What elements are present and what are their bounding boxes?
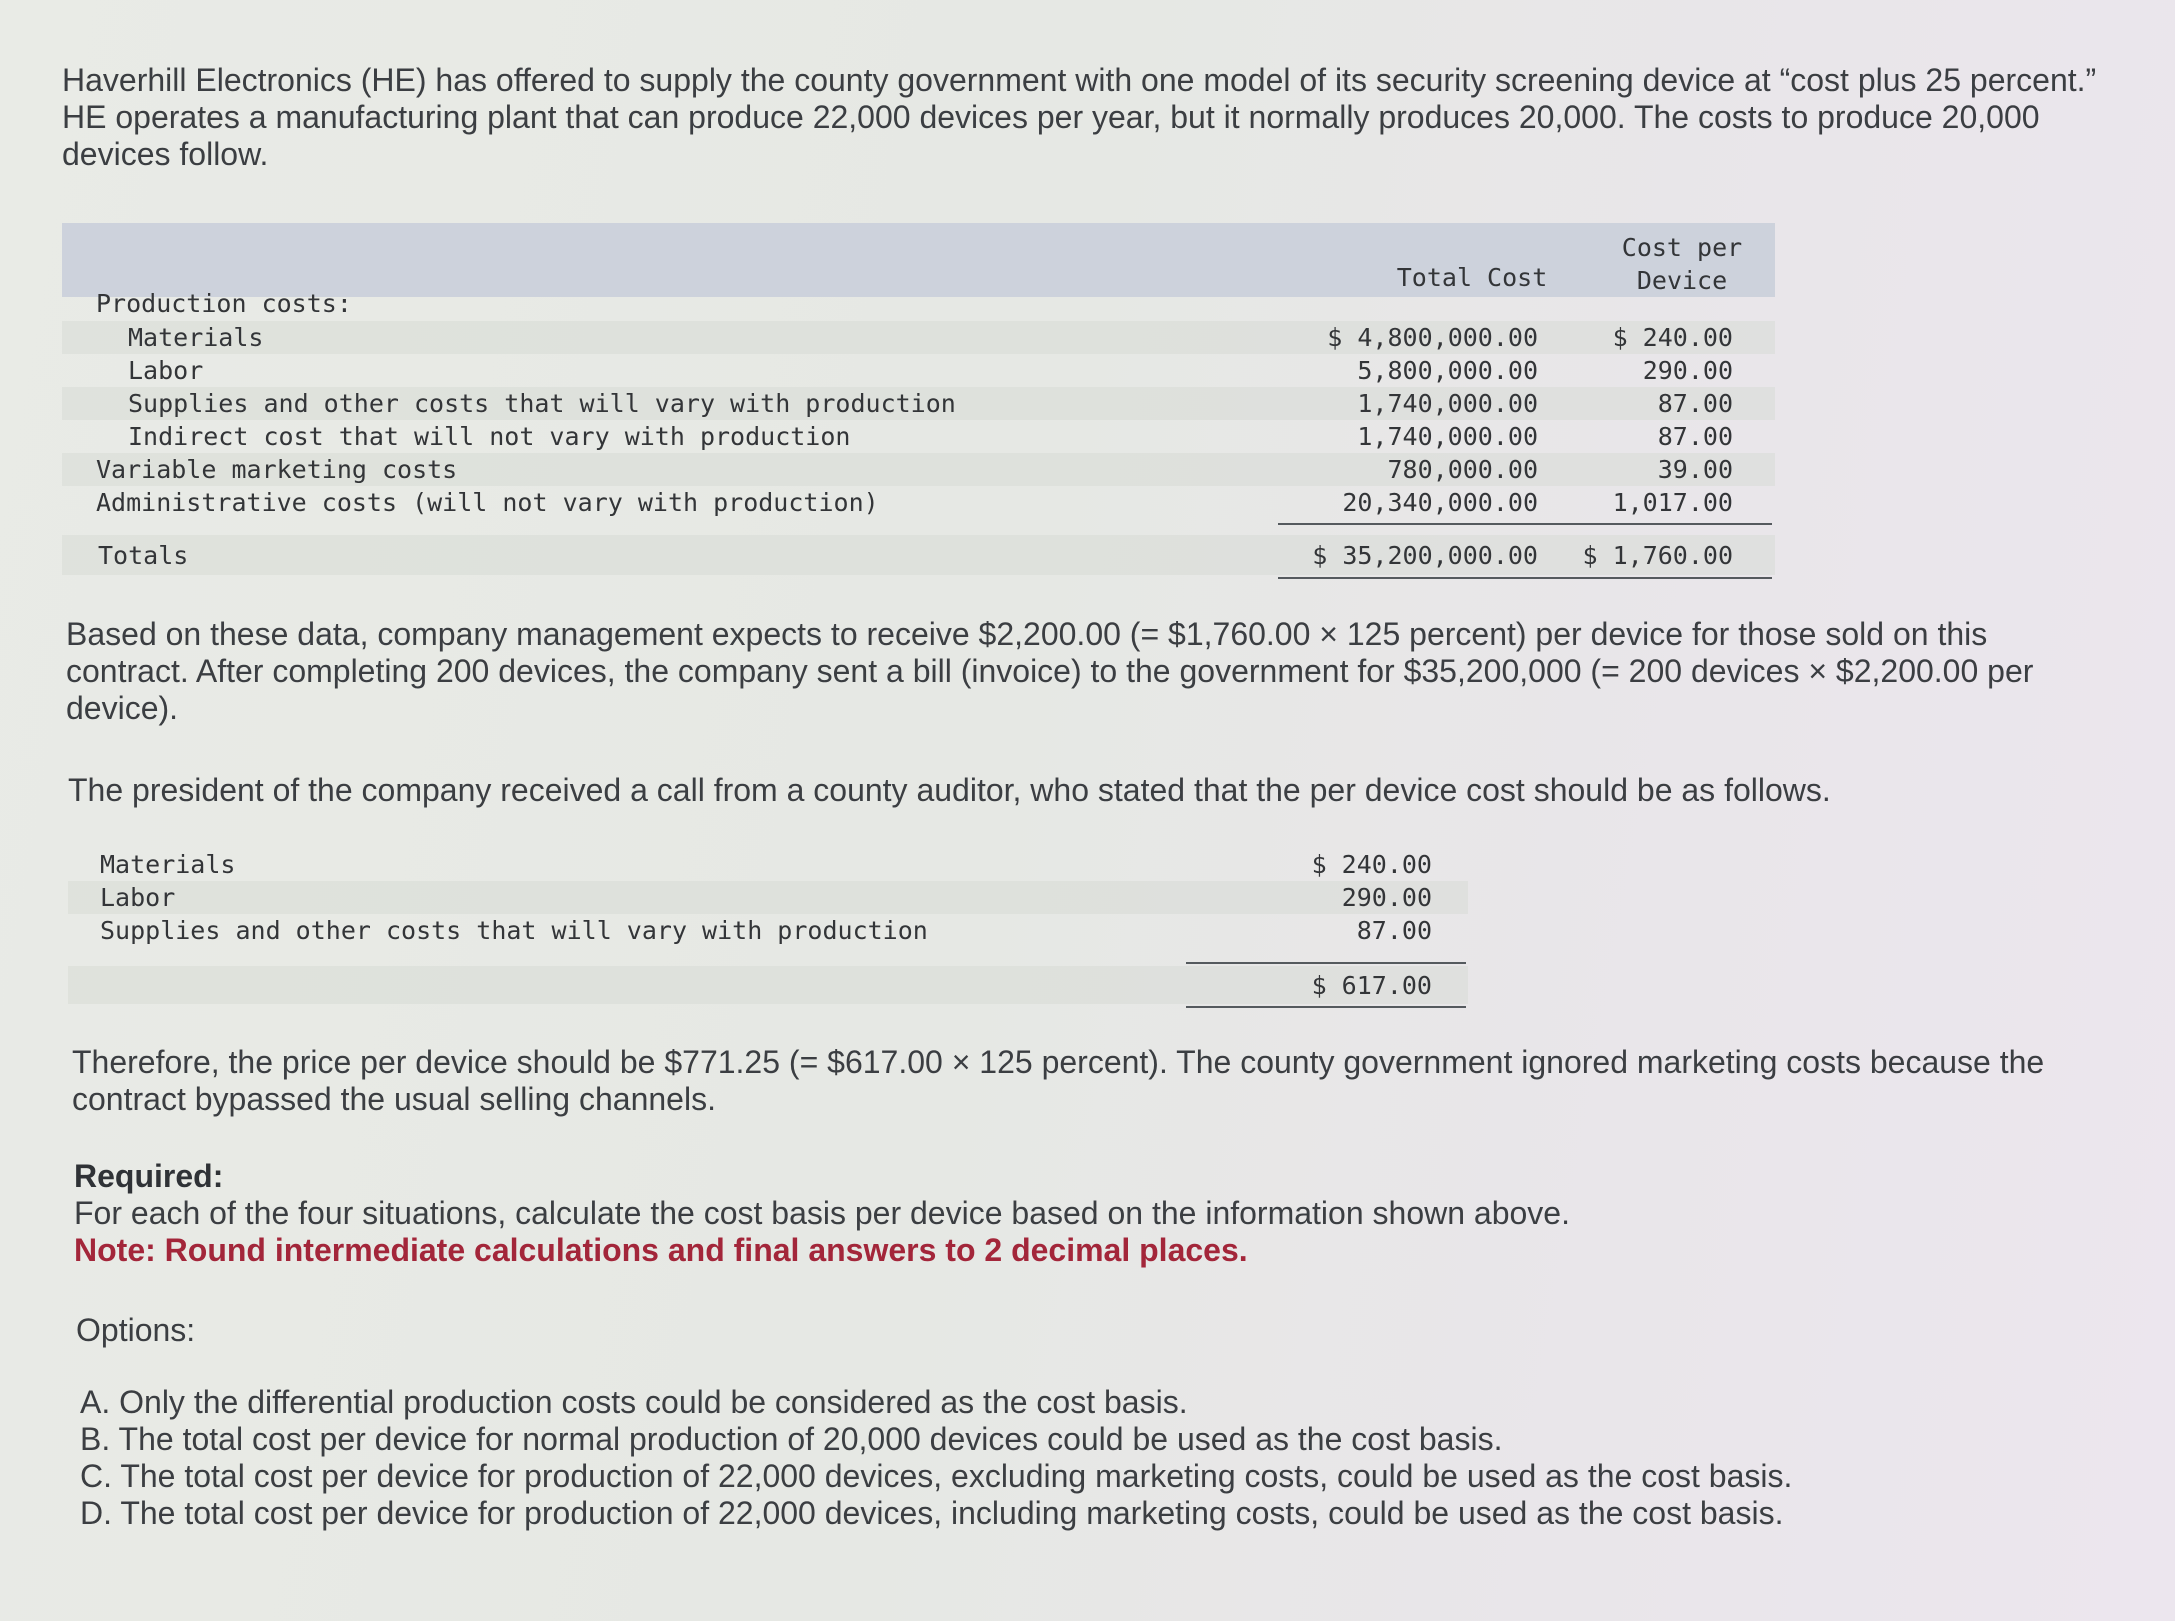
row-value: $ 240.00: [1311, 850, 1432, 879]
row-label: Supplies and other costs that will vary with production: [128, 389, 956, 418]
total-rule: [1186, 1006, 1466, 1008]
row-label: Materials: [100, 850, 236, 879]
total-rule: [1278, 577, 1772, 579]
row-total: 5,800,000.00: [1357, 356, 1538, 385]
totals-per-device: $ 1,760.00: [1582, 541, 1733, 570]
row-label: Labor: [100, 883, 176, 912]
row-per-device: 39.00: [1657, 455, 1733, 484]
cost-table: [62, 223, 1775, 583]
row-total: $ 4,800,000.00: [1327, 323, 1538, 352]
row-per-device: 1,017.00: [1612, 488, 1733, 517]
row-total: 1,740,000.00: [1357, 389, 1538, 418]
required-section: [74, 1158, 2114, 1269]
intro-paragraph: Haverhill Electronics (HE) has offered to supply the county government with one model of its security screening device at “cost plus 25 percent.” HE operates a manufacturing plant that can produce 22,000 devices per year, but it normally produces 20,000. The costs to produce 20,000 devices follow.: [62, 62, 2097, 172]
row-per-device: 87.00: [1657, 422, 1733, 451]
options-list: [80, 1384, 2140, 1532]
row-label: Variable marketing costs: [96, 455, 458, 484]
row-label: Labor: [128, 356, 204, 385]
section-row: [62, 287, 1775, 320]
row-per-device: $ 240.00: [1612, 323, 1733, 352]
table-row: [68, 881, 1468, 914]
table-row: [68, 848, 1468, 881]
option-b: B. The total cost per device for normal production of 20,000 devices could be used as the cost basis.: [80, 1421, 1503, 1457]
header-cost-per-line1: Cost per: [1621, 233, 1743, 262]
table-row: [62, 387, 1775, 420]
table-row: [62, 453, 1775, 486]
header-total-cost: Total Cost: [1396, 263, 1548, 292]
options-heading: Options:: [76, 1312, 196, 1348]
row-label: Indirect cost that will not vary with production: [128, 422, 851, 451]
required-text: For each of the four situations, calculate the cost basis per device based on the information shown above.: [74, 1195, 1570, 1231]
table-header: [62, 223, 1775, 297]
table-row: [68, 914, 1468, 947]
auditor-total-value: $ 617.00: [1311, 971, 1432, 1000]
required-heading: Required:: [74, 1158, 224, 1194]
totals-row: [62, 535, 1775, 575]
rounding-note: Note: Round intermediate calculations and final answers to 2 decimal places.: [74, 1232, 1248, 1268]
header-cost-per-line2: Device: [1636, 266, 1728, 295]
auditor-total-row: [68, 966, 1468, 1004]
row-label: Materials: [128, 323, 264, 352]
therefore-paragraph: Therefore, the price per device should be $771.25 (= $617.00 × 125 percent). The county government ignored marketing costs because the contract bypassed the usual selling channels.: [72, 1044, 2045, 1117]
auditor-paragraph: The president of the company received a call from a county auditor, who stated that the per device cost should be as follows.: [68, 772, 1831, 808]
row-value: 290.00: [1341, 883, 1432, 912]
auditor-cost-table: [68, 848, 1468, 1018]
table-row: [62, 486, 1775, 519]
row-label: Administrative costs (will not vary with production): [96, 488, 879, 517]
subtotal-rule: [1278, 523, 1772, 525]
row-total: 1,740,000.00: [1357, 422, 1538, 451]
totals-label: Totals: [98, 541, 189, 570]
totals-total: $ 35,200,000.00: [1312, 541, 1538, 570]
expectation-paragraph: Based on these data, company management expects to receive $2,200.00 (= $1,760.00 × 125 percent) per device for those sold on this contract. After completing 200 devices, the company sent a bill (invoice) to the government for $35,200,000 (= 200 devices × $2,200.00 per device).: [66, 616, 2034, 726]
row-per-device: 87.00: [1657, 389, 1733, 418]
row-per-device: 290.00: [1642, 356, 1733, 385]
row-label: Supplies and other costs that will vary with production: [100, 916, 928, 945]
row-total: 20,340,000.00: [1342, 488, 1538, 517]
subtotal-rule: [1186, 962, 1466, 964]
option-a: A. Only the differential production costs could be considered as the cost basis.: [80, 1384, 1188, 1420]
table-row: [62, 354, 1775, 387]
row-value: 87.00: [1356, 916, 1432, 945]
option-c: C. The total cost per device for production of 22,000 devices, excluding marketing costs, could be used as the cost basis.: [80, 1458, 1793, 1494]
row-total: 780,000.00: [1387, 455, 1538, 484]
table-row: [62, 321, 1775, 354]
section-label: Production costs:: [96, 289, 352, 318]
option-d: D. The total cost per device for production of 22,000 devices, including marketing costs, could be used as the cost basis.: [80, 1495, 1784, 1531]
table-row: [62, 420, 1775, 453]
